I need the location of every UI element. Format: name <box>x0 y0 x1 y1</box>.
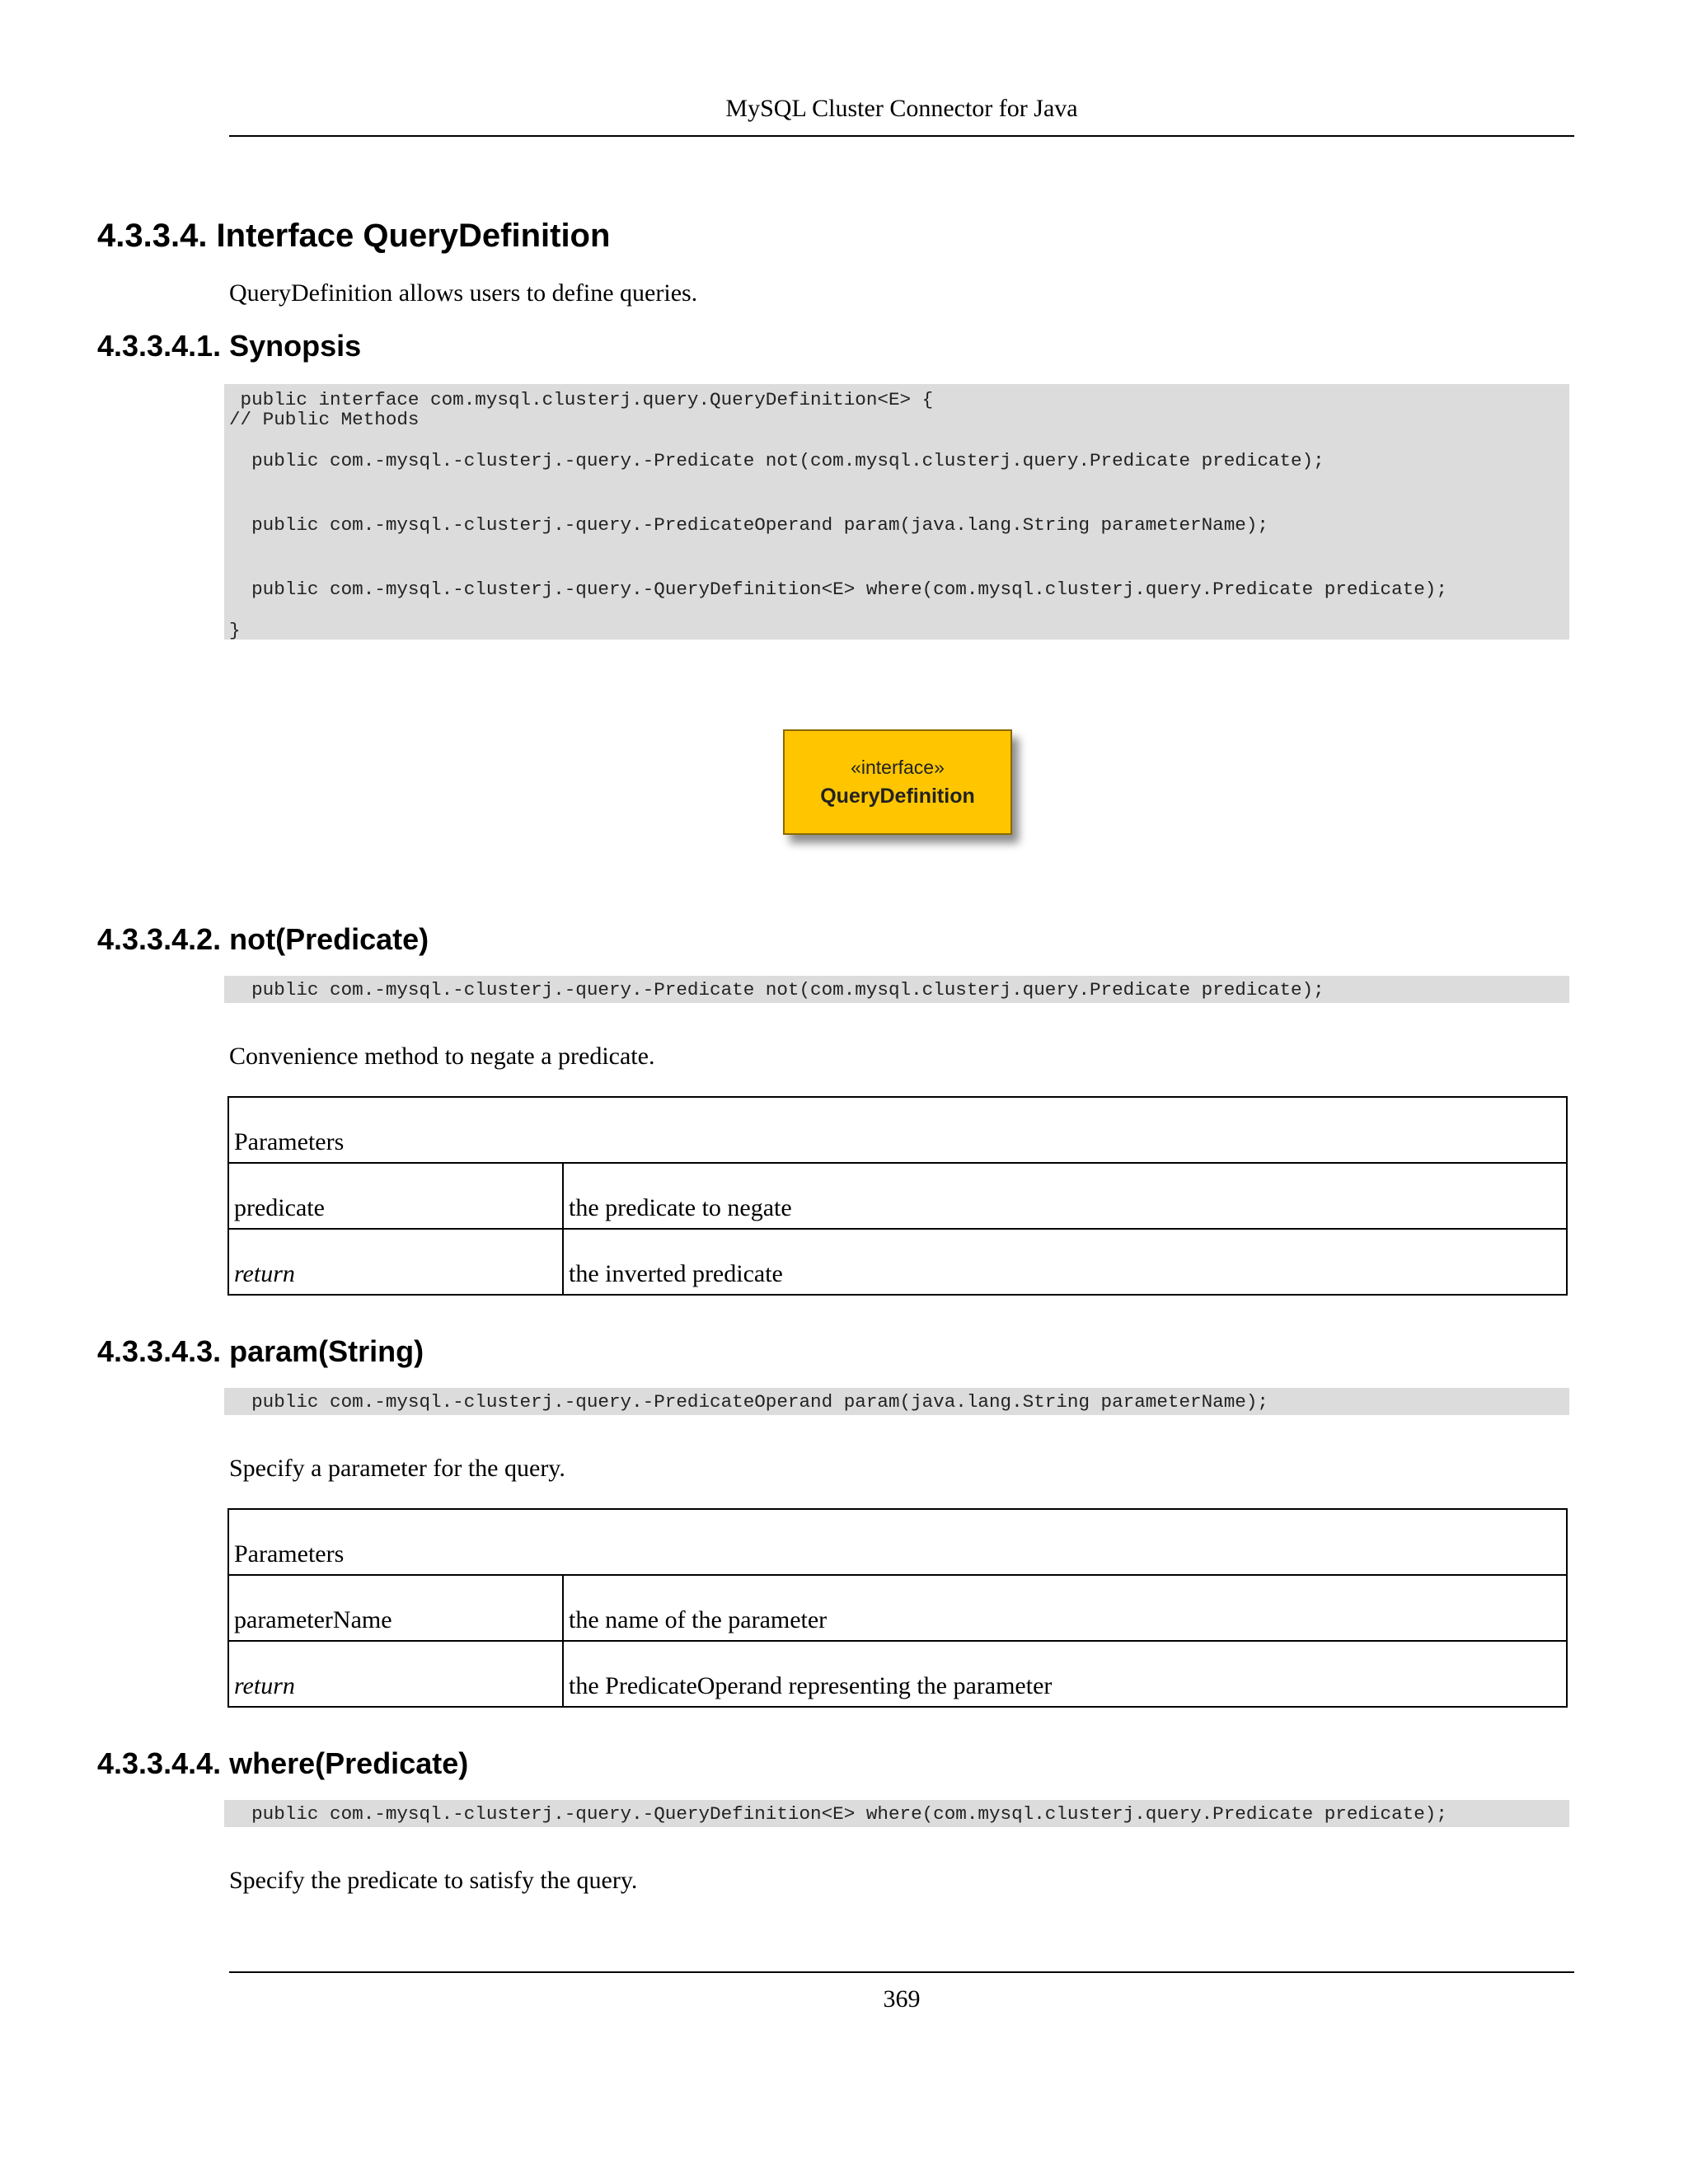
code-line: public com.-mysql.-clusterj.-query.-Predicate not(com.mysql.clusterj.query.Predicate predicate); <box>229 450 1325 471</box>
header-rule <box>229 135 1574 137</box>
param-description: the name of the parameter <box>563 1575 1567 1641</box>
parameters-table-not <box>227 1096 1568 1296</box>
signature-text: public com.-mysql.-clusterj.-query.-Predicate not(com.mysql.clusterj.query.Predicate predicate); <box>229 979 1325 1001</box>
parameters-title: Parameters <box>228 1509 1567 1575</box>
code-line: public com.-mysql.-clusterj.-query.-QueryDefinition<E> where(com.mysql.clusterj.query.Predicate predicate); <box>229 579 1447 600</box>
param-name: return <box>228 1229 563 1295</box>
page-header-title: MySQL Cluster Connector for Java <box>725 95 1078 122</box>
signature-text: public com.-mysql.-clusterj.-query.-PredicateOperand param(java.lang.String parameterName); <box>229 1391 1268 1413</box>
uml-class-name: QueryDefinition <box>820 785 975 808</box>
description-not: Convenience method to negate a predicate. <box>229 1043 655 1070</box>
table-row <box>228 1575 1567 1641</box>
param-name: parameterName <box>228 1575 563 1641</box>
param-description: the inverted predicate <box>563 1229 1567 1295</box>
param-name: return <box>228 1641 563 1707</box>
method-heading-param: 4.3.3.4.3. param(String) <box>97 1334 424 1368</box>
signature-not <box>224 976 1569 1003</box>
parameters-title: Parameters <box>228 1097 1567 1163</box>
signature-text: public com.-mysql.-clusterj.-query.-QueryDefinition<E> where(com.mysql.clusterj.query.Predicate predicate); <box>229 1803 1447 1825</box>
param-description: the predicate to negate <box>563 1163 1567 1229</box>
param-description: the PredicateOperand representing the parameter <box>563 1641 1567 1707</box>
code-comment: // Public Methods <box>229 409 420 430</box>
method-heading-not: 4.3.3.4.2. not(Predicate) <box>97 922 429 956</box>
signature-where <box>224 1800 1569 1827</box>
code-line: public com.-mysql.-clusterj.-query.-PredicateOperand param(java.lang.String parameterName); <box>229 514 1268 536</box>
signature-param <box>224 1388 1569 1415</box>
synopsis-code-block <box>224 384 1569 640</box>
table-row <box>228 1163 1567 1229</box>
code-line: public interface com.mysql.clusterj.query.QueryDefinition<E> { <box>229 389 934 410</box>
footer-rule <box>229 1971 1574 1973</box>
code-line: } <box>229 620 241 641</box>
section-heading: 4.3.3.4. Interface QueryDefinition <box>97 218 611 254</box>
section-intro: QueryDefinition allows users to define queries. <box>229 279 698 307</box>
uml-stereotype: «interface» <box>851 757 945 778</box>
parameters-table-param <box>227 1508 1568 1708</box>
table-row <box>228 1229 1567 1295</box>
table-row <box>228 1641 1567 1707</box>
synopsis-heading: 4.3.3.4.1. Synopsis <box>97 329 362 363</box>
description-where: Specify the predicate to satisfy the query. <box>229 1867 638 1894</box>
method-heading-where: 4.3.3.4.4. where(Predicate) <box>97 1746 469 1780</box>
param-name: predicate <box>228 1163 563 1229</box>
uml-interface-box <box>783 729 1012 835</box>
page-number: 369 <box>883 1985 921 2013</box>
description-param: Specify a parameter for the query. <box>229 1455 565 1482</box>
